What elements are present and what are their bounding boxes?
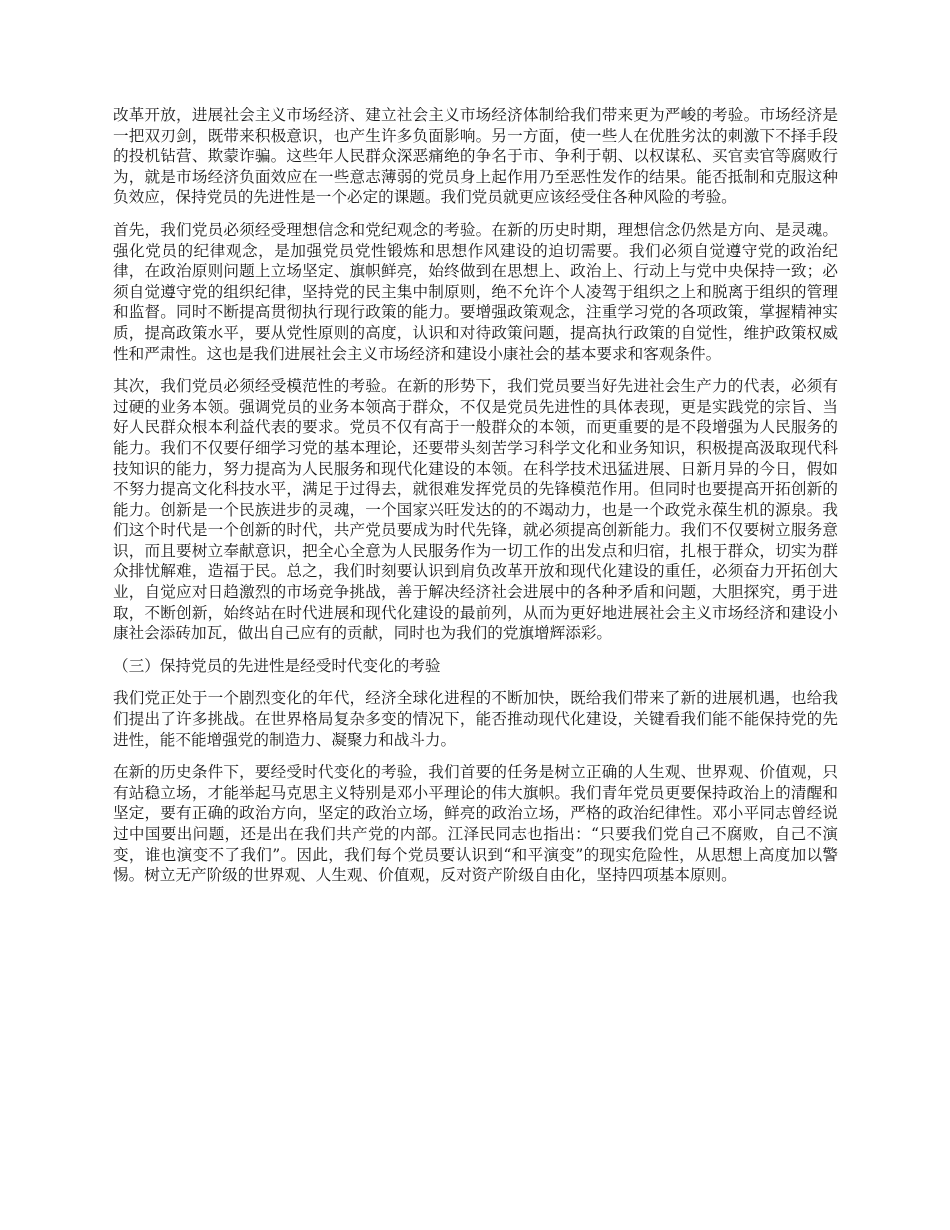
document-page	[113, 105, 838, 898]
section-heading-3: （三）保持党员的先进性是经受时代变化的考验	[113, 656, 441, 675]
paragraph-exemplary-role: 其次，我们党员必须经受模范性的考验。在新的形势下，我们党员要当好先进社会生产力的代表，必须有过硬的业务本领。强调党员的业务本领高于群众，不仅是党员先进性的具体表现，更是实践党的宗旨、当好人民群众根本利益代表的要求。党员不仅有高于一般群众的本领，而更重要的是不段增强为人民服务的能力。我们不仅要仔细学习党的基本理论，还要带头刻苦学习科学文化和业务知识，积极提高汲取现代科技知识的能力，努力提高为人民服务和现代化建设的本领。在科学技术迅猛进展、日新月异的今日，假如不努力提高文化科技水平，满足于过得去，就很难发挥党员的先锋模范作用。但同时也要提高开拓创新的能力。创新是一个民族进步的灵魂，一个国家兴旺发达的的不竭动力，也是一个政党永葆生机的源泉。我们这个时代是一个创新的时代，共产党员要成为时代先锋，就必须提高创新能力。我们不仅要树立服务意识，而且要树立奉献意识，把全心全意为人民服务作为一切工作的出发点和归宿，扎根于群众，切实为群众排忧解难，造福于民。总之，我们时刻要认识到肩负改革开放和现代化建设的重任，必须奋力开拓创大业，自觉应对日趋激烈的市场竞争挑战，善于解决经济社会进展中的各种矛盾和问题，大胆探究，勇于进取，不断创新，始终站在时代进展和现代化建设的最前列，从而为更好地进展社会主义市场经济和建设小康社会添砖加瓦，做出自己应有的贡献，同时也为我们的党旗增辉添彩。	[113, 377, 838, 643]
paragraph-changing-era: 我们党正处于一个剧烈变化的年代，经济全球化进程的不断加快，既给我们带来了新的进展机遇，也给我们提出了许多挑战。在世界格局复杂多变的情况下，能否推动现代化建设，关键看我们能不能保持党的先进性，能不能增强党的制造力、凝聚力和战斗力。	[113, 689, 838, 749]
paragraph-ideals-discipline: 首先，我们党员必须经受理想信念和党纪观念的考验。在新的历史时期，理想信念仍然是方向、是灵魂。强化党员的纪律观念，是加强党员党性锻炼和思想作风建设的迫切需要。我们必须自觉遵守党的政治纪律，在政治原则问题上立场坚定、旗帜鲜亮，始终做到在思想上、政治上、行动上与党中央保持一致；必须自觉遵守党的组织纪律，坚持党的民主集中制原则，绝不允许个人凌驾于组织之上和脱离于组织的管理和监督。同时不断提高贯彻执行现行政策的能力。要增强政策观念，注重学习党的各项政策，掌握精神实质，提高政策水平，要从党性原则的高度，认识和对待政策问题，提高执行政策的自觉性，维护政策权威性和严肃性。这也是我们进展社会主义市场经济和建设小康社会的基本要求和客观条件。	[113, 220, 838, 363]
paragraph-worldview: 在新的历史条件下，要经受时代变化的考验，我们首要的任务是树立正确的人生观、世界观、价值观，只有站稳立场，才能举起马克思主义特别是邓小平理论的伟大旗帜。我们青年党员更要保持政治上的清醒和坚定，要有正确的政治方向，坚定的政治立场，鲜亮的政治立场，严格的政治纪律性。邓小平同志曾经说过中国要出问题，还是出在我们共产党的内部。江泽民同志也指出：“只要我们党自己不腐败，自己不演变，谁也演变不了我们”。因此，我们每个党员要认识到“和平演变”的现实危险性，从思想上高度加以警惕。树立无产阶级的世界观、人生观、价值观，反对资产阶级自由化，坚持四项基本原则。	[113, 763, 838, 885]
paragraph-market-economy: 改革开放，进展社会主义市场经济、建立社会主义市场经济体制给我们带来更为严峻的考验。市场经济是一把双刃剑，既带来积极意识，也产生许多负面影响。另一方面，使一些人在优胜劣汰的刺激下不择手段的投机钻营、欺蒙诈骗。这些年人民群众深恶痛绝的争名于市、争利于朝、以权谋私、买官卖官等腐败行为，就是市场经济负面效应在一些意志薄弱的党员身上起作用乃至恶性发作的结果。能否抵制和克服这种负效应，保持党员的先进性是一个必定的课题。我们党员就更应该经受住各种风险的考验。	[113, 106, 838, 207]
